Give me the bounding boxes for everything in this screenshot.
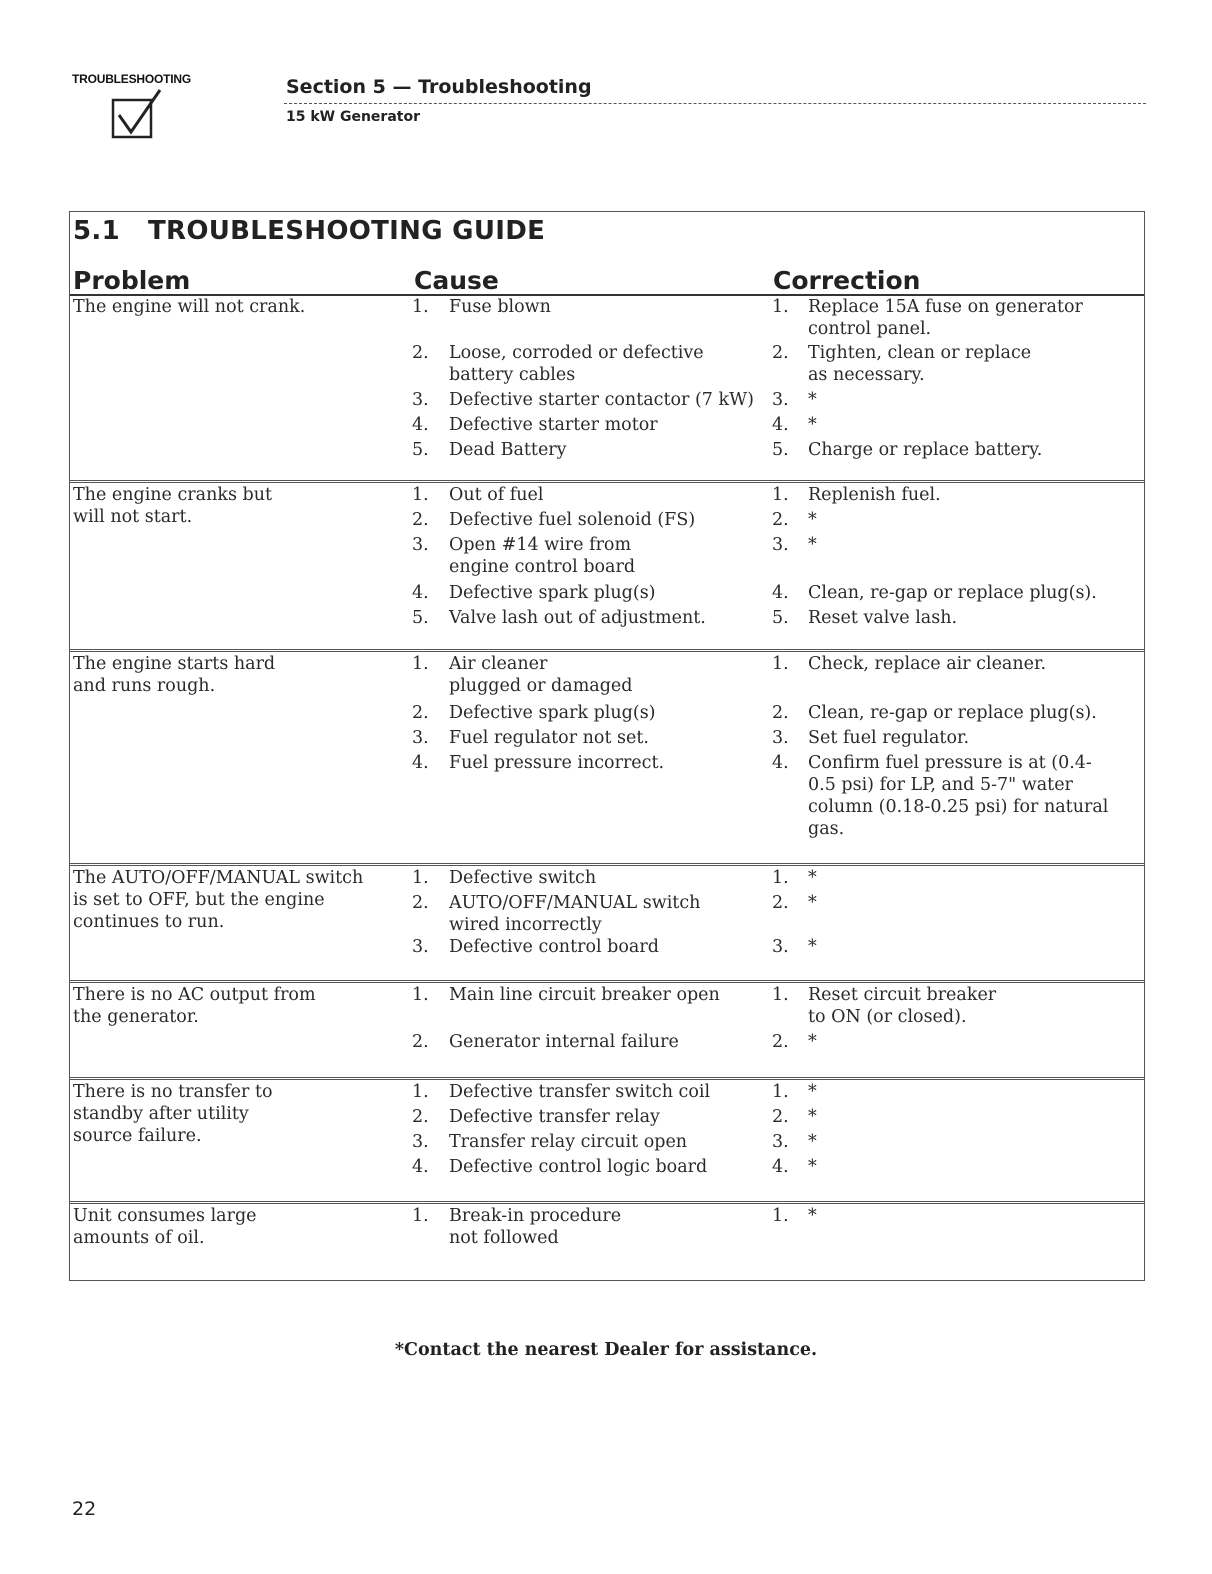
correction-number: 2.: [772, 703, 789, 723]
cause-text: Defective starter motor: [449, 415, 658, 435]
correction-number: 3.: [772, 390, 789, 410]
cause-text: Defective control board: [449, 937, 659, 957]
cause-text: Air cleaner plugged or damaged: [449, 654, 633, 696]
cause-text: AUTO/OFF/MANUAL switch wired incorrectly: [449, 893, 701, 935]
correction-text: Check, replace air cleaner.: [808, 654, 1047, 674]
cause-text: Generator internal failure: [449, 1032, 679, 1052]
correction-number: 4.: [772, 1157, 789, 1177]
correction-number: 2.: [772, 343, 789, 363]
correction-text: Replace 15A fuse on generator control panel.: [808, 297, 1083, 339]
correction-number: 2.: [772, 1032, 789, 1052]
correction-number: 4.: [772, 583, 789, 603]
cause-text: Fuel regulator not set.: [449, 728, 649, 748]
cause-text: Defective fuel solenoid (FS): [449, 510, 696, 530]
cause-text: Transfer relay circuit open: [449, 1132, 688, 1152]
cause-text: Defective switch: [449, 868, 597, 888]
row-divider: [70, 863, 1144, 866]
row-divider: [70, 980, 1144, 983]
cause-number: 1.: [412, 654, 429, 674]
correction-text: *: [808, 1032, 817, 1052]
troubleshooting-tag: TROUBLESHOOTING: [72, 72, 191, 86]
correction-text: *: [808, 1157, 817, 1177]
cause-text: Main line circuit breaker open: [449, 985, 720, 1005]
cause-text: Defective spark plug(s): [449, 583, 656, 603]
correction-text: Clean, re-gap or replace plug(s).: [808, 703, 1097, 723]
cause-text: Fuse blown: [449, 297, 551, 317]
correction-text: Charge or replace battery.: [808, 440, 1043, 460]
cause-number: 3.: [412, 535, 429, 555]
correction-number: 1.: [772, 485, 789, 505]
correction-number: 3.: [772, 535, 789, 555]
guide-title: 5.1 TROUBLESHOOTING GUIDE: [73, 216, 546, 246]
correction-number: 3.: [772, 728, 789, 748]
cause-text: Fuel pressure incorrect.: [449, 753, 665, 773]
correction-text: *: [808, 868, 817, 888]
correction-number: 1.: [772, 297, 789, 317]
checkbox-check-icon: [110, 88, 162, 140]
correction-text: *: [808, 1107, 817, 1127]
cause-number: 1.: [412, 868, 429, 888]
footnote: *Contact the nearest Dealer for assistance.: [394, 1340, 818, 1360]
problem-text: There is no transfer to standby after utility source failure.: [73, 1082, 273, 1146]
cause-number: 2.: [412, 510, 429, 530]
section-title: Section 5 — Troubleshooting: [286, 76, 592, 98]
correction-number: 5.: [772, 440, 789, 460]
column-header-problem: Problem: [73, 266, 191, 295]
correction-text: *: [808, 415, 817, 435]
correction-number: 1.: [772, 1206, 789, 1226]
correction-text: *: [808, 937, 817, 957]
correction-number: 2.: [772, 1107, 789, 1127]
cause-text: Break-in procedure not followed: [449, 1206, 622, 1248]
correction-number: 1.: [772, 985, 789, 1005]
column-header-correction: Correction: [773, 266, 921, 295]
correction-number: 3.: [772, 1132, 789, 1152]
correction-text: Tighten, clean or replace as necessary.: [808, 343, 1032, 385]
cause-number: 4.: [412, 583, 429, 603]
correction-text: Reset valve lash.: [808, 608, 958, 628]
cause-number: 5.: [412, 608, 429, 628]
correction-number: 2.: [772, 893, 789, 913]
header-divider: [284, 103, 1146, 104]
cause-number: 3.: [412, 728, 429, 748]
correction-text: *: [808, 535, 817, 555]
cause-text: Valve lash out of adjustment.: [449, 608, 706, 628]
cause-text: Loose, corroded or defective battery cables: [449, 343, 704, 385]
cause-number: 4.: [412, 415, 429, 435]
correction-number: 5.: [772, 608, 789, 628]
page-number: 22: [72, 1498, 97, 1520]
correction-number: 3.: [772, 937, 789, 957]
correction-text: *: [808, 510, 817, 530]
column-header-cause: Cause: [414, 266, 499, 295]
correction-number: 1.: [772, 1082, 789, 1102]
cause-number: 2.: [412, 343, 429, 363]
row-divider: [70, 1201, 1144, 1204]
correction-number: 1.: [772, 654, 789, 674]
problem-text: The engine starts hard and runs rough.: [73, 654, 276, 696]
correction-text: Replenish fuel.: [808, 485, 941, 505]
cause-number: 2.: [412, 1032, 429, 1052]
correction-text: Clean, re-gap or replace plug(s).: [808, 583, 1097, 603]
cause-number: 3.: [412, 390, 429, 410]
cause-number: 1.: [412, 297, 429, 317]
cause-number: 3.: [412, 937, 429, 957]
section-subtitle: 15 kW Generator: [286, 109, 420, 125]
correction-text: Set fuel regulator.: [808, 728, 970, 748]
cause-number: 2.: [412, 703, 429, 723]
correction-text: *: [808, 1082, 817, 1102]
problem-text: The AUTO/OFF/MANUAL switch is set to OFF, but the engine continues to run.: [73, 868, 364, 932]
problem-text: The engine cranks but will not start.: [73, 485, 273, 527]
cause-number: 1.: [412, 985, 429, 1005]
cause-text: Defective transfer relay: [449, 1107, 660, 1127]
cause-text: Defective starter contactor (7 kW): [449, 390, 754, 410]
cause-number: 1.: [412, 1206, 429, 1226]
problem-text: The engine will not crank.: [73, 297, 306, 317]
cause-text: Defective spark plug(s): [449, 703, 656, 723]
correction-number: 1.: [772, 868, 789, 888]
cause-number: 4.: [412, 753, 429, 773]
cause-text: Dead Battery: [449, 440, 567, 460]
correction-number: 2.: [772, 510, 789, 530]
correction-text: *: [808, 893, 817, 913]
cause-text: Open #14 wire from engine control board: [449, 535, 636, 577]
correction-text: Confirm fuel pressure is at (0.4- 0.5 psi) for LP, and 5-7" water column (0.18-0.25 psi) for natural gas.: [808, 753, 1109, 839]
row-divider: [70, 1077, 1144, 1080]
cause-number: 5.: [412, 440, 429, 460]
correction-text: *: [808, 390, 817, 410]
problem-text: Unit consumes large amounts of oil.: [73, 1206, 257, 1248]
correction-number: 4.: [772, 753, 789, 773]
row-divider: [70, 480, 1144, 483]
correction-text: Reset circuit breaker to ON (or closed).: [808, 985, 997, 1027]
correction-text: *: [808, 1206, 817, 1226]
problem-text: There is no AC output from the generator.: [73, 985, 316, 1027]
cause-number: 3.: [412, 1132, 429, 1152]
cause-number: 4.: [412, 1157, 429, 1177]
correction-text: *: [808, 1132, 817, 1152]
cause-text: Defective control logic board: [449, 1157, 708, 1177]
troubleshooting-guide-box: [69, 211, 1145, 1281]
cause-number: 2.: [412, 893, 429, 913]
cause-text: Defective transfer switch coil: [449, 1082, 711, 1102]
cause-number: 1.: [412, 485, 429, 505]
cause-number: 1.: [412, 1082, 429, 1102]
cause-number: 2.: [412, 1107, 429, 1127]
correction-number: 4.: [772, 415, 789, 435]
row-divider: [70, 649, 1144, 652]
cause-text: Out of fuel: [449, 485, 544, 505]
